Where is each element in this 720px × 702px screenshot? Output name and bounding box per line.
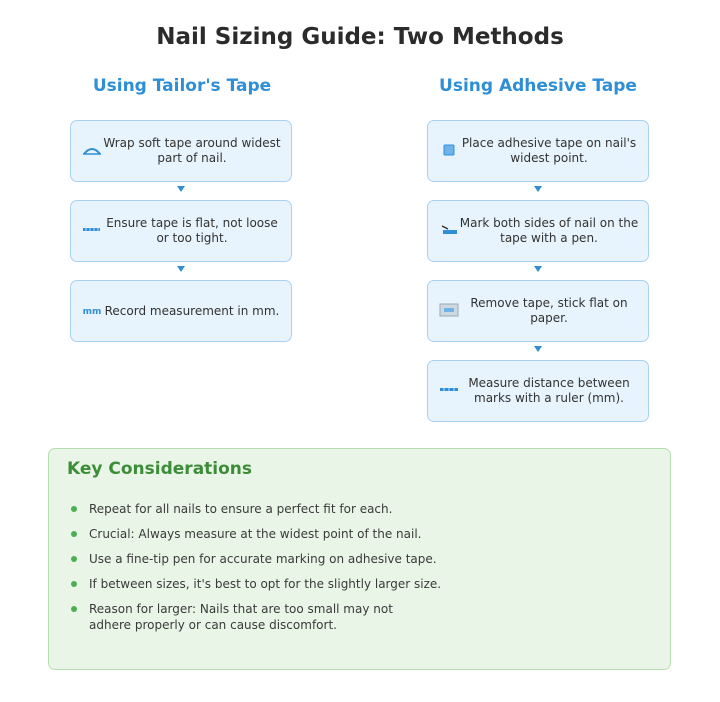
considerations-list — [71, 501, 551, 642]
list-item — [71, 551, 551, 567]
left-step-2 — [70, 200, 292, 262]
list-item — [71, 526, 551, 542]
left-step-1-text: Wrap soft tape around widest part of nail. — [103, 136, 281, 165]
list-item — [71, 576, 551, 592]
right-step-3 — [427, 280, 649, 342]
flow-arrow — [177, 266, 185, 272]
key-considerations-panel — [48, 448, 671, 670]
bullet-icon — [71, 556, 77, 562]
right-step-2-text: Mark both sides of nail on the tape with a pen. — [459, 216, 639, 245]
flow-arrow — [534, 266, 542, 272]
right-step-3-text: Remove tape, stick flat on paper. — [470, 296, 628, 325]
tailors-tape-heading: Using Tailor's Tape — [92, 76, 272, 96]
flat-tape-icon — [82, 223, 102, 237]
bullet-icon — [71, 531, 77, 537]
bullet-icon — [71, 606, 77, 612]
ruler-icon — [439, 383, 459, 397]
svg-text:mm: mm — [82, 307, 102, 317]
list-item-text: Use a fine-tip pen for accurate marking on adhesive tape. — [89, 552, 437, 566]
right-step-2 — [427, 200, 649, 262]
page-title: Nail Sizing Guide: Two Methods — [156, 24, 564, 50]
adhesive-tape-heading: Using Adhesive Tape — [439, 76, 637, 96]
left-step-2-text: Ensure tape is flat, not loose or too tight. — [106, 216, 278, 245]
list-item-text: Crucial: Always measure at the widest point of the nail. — [89, 527, 422, 541]
right-step-1 — [427, 120, 649, 182]
right-step-4 — [427, 360, 649, 422]
list-item — [71, 501, 551, 517]
left-step-1 — [70, 120, 292, 182]
list-item-text: Reason for larger: Nails that are too small may not adhere properly or can cause discomfort. — [89, 602, 393, 632]
flow-arrow — [177, 186, 185, 192]
bullet-icon — [71, 506, 77, 512]
bullet-icon — [71, 581, 77, 587]
paper-icon — [439, 303, 459, 317]
mm-label-icon — [82, 303, 102, 317]
flow-arrow — [534, 186, 542, 192]
right-step-1-text: Place adhesive tape on nail's widest point. — [461, 136, 637, 165]
left-step-3 — [70, 280, 292, 342]
flow-arrow — [534, 346, 542, 352]
list-item-text: Repeat for all nails to ensure a perfect fit for each. — [89, 502, 393, 516]
pen-mark-icon — [439, 223, 459, 237]
tape-arc-icon — [82, 143, 102, 157]
tape-piece-icon — [439, 143, 459, 157]
key-considerations-title: Key Considerations — [67, 459, 253, 479]
list-item-text: If between sizes, it's best to opt for the slightly larger size. — [89, 577, 442, 591]
list-item — [71, 601, 429, 633]
right-step-4-text: Measure distance between marks with a ruler (mm). — [468, 376, 630, 405]
left-step-3-text: Record measurement in mm. — [104, 303, 280, 318]
